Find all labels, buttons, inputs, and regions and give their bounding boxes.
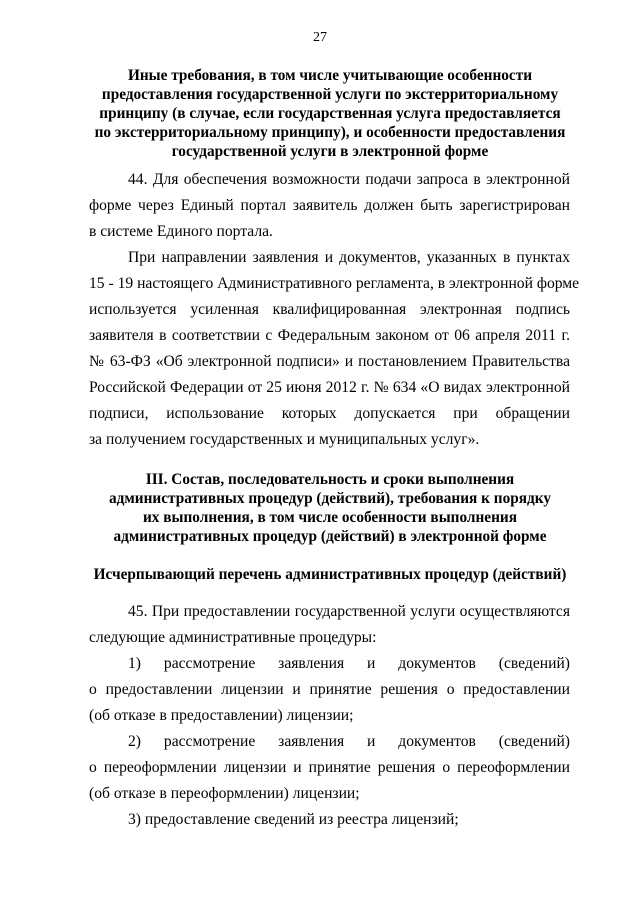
subsection-heading: Исчерпывающий перечень административных процедур (действий) xyxy=(93,566,567,583)
section-heading-line: принципу (в случае, если государственная услуга предоставляется xyxy=(99,105,561,122)
list-item-line: о переоформлении лицензии и принятие решения о переоформлении xyxy=(89,759,570,776)
paragraph-line: 15 - 19 настоящего Административного регламента, в электронной форме xyxy=(89,275,580,292)
section-heading-line: административных процедур (действий), требования к порядку xyxy=(109,490,551,507)
paragraph-line: № 63-ФЗ «Об электронной подписи» и постановлением Правительства xyxy=(89,353,570,370)
section-heading-line: предоставления государственной услуги по экстерриториальному xyxy=(101,86,559,103)
page-number: 27 xyxy=(313,30,327,45)
section-heading-line: III. Состав, последовательность и сроки выполнения xyxy=(145,471,515,488)
paragraph-line: При направлении заявления и документов, указанных в пунктах xyxy=(128,249,570,266)
paragraph-line: 44. Для обеспечения возможности подачи запроса в электронной xyxy=(128,171,570,188)
section-heading-line: по экстерриториальному принципу), и особенности предоставления xyxy=(94,124,566,141)
section-heading-line: государственной услуги в электронной форме xyxy=(171,143,489,160)
paragraph-line: заявителя в соответствии с Федеральным законом от 06 апреля 2011 г. xyxy=(89,327,570,344)
paragraph-line: подписи, использование которых допускается при обращении xyxy=(89,405,570,422)
paragraph-line: 45. При предоставлении государственной услуги осуществляются xyxy=(128,603,570,620)
list-item-line: о предоставлении лицензии и принятие решения о предоставлении xyxy=(89,681,570,698)
paragraph-line: за получением государственных и муниципальных услуг». xyxy=(89,431,480,448)
list-item-line: (об отказе в переоформлении) лицензии; xyxy=(89,785,360,802)
list-item-line: 3) предоставление сведений из реестра лицензий; xyxy=(128,811,459,828)
list-item-line: 1) рассмотрение заявления и документов (сведений) xyxy=(128,655,570,672)
paragraph-line: Российской Федерации от 25 июня 2012 г. № 634 «О видах электронной xyxy=(89,379,570,396)
paragraph-line: следующие административные процедуры: xyxy=(89,629,377,646)
list-item-line: (об отказе в предоставлении) лицензии; xyxy=(89,707,354,724)
list-item-line: 2) рассмотрение заявления и документов (сведений) xyxy=(128,733,570,750)
paragraph-line: используется усиленная квалифицированная электронная подпись xyxy=(89,301,570,318)
section-heading-line: их выполнения, в том числе особенности выполнения xyxy=(142,509,517,526)
paragraph-line: форме через Единый портал заявитель должен быть зарегистрирован xyxy=(89,197,570,214)
section-heading-line: административных процедур (действий) в электронной форме xyxy=(113,528,547,545)
paragraph-line: в системе Единого портала. xyxy=(89,223,273,240)
section-heading-line: Иные требования, в том числе учитывающие особенности xyxy=(127,67,533,84)
